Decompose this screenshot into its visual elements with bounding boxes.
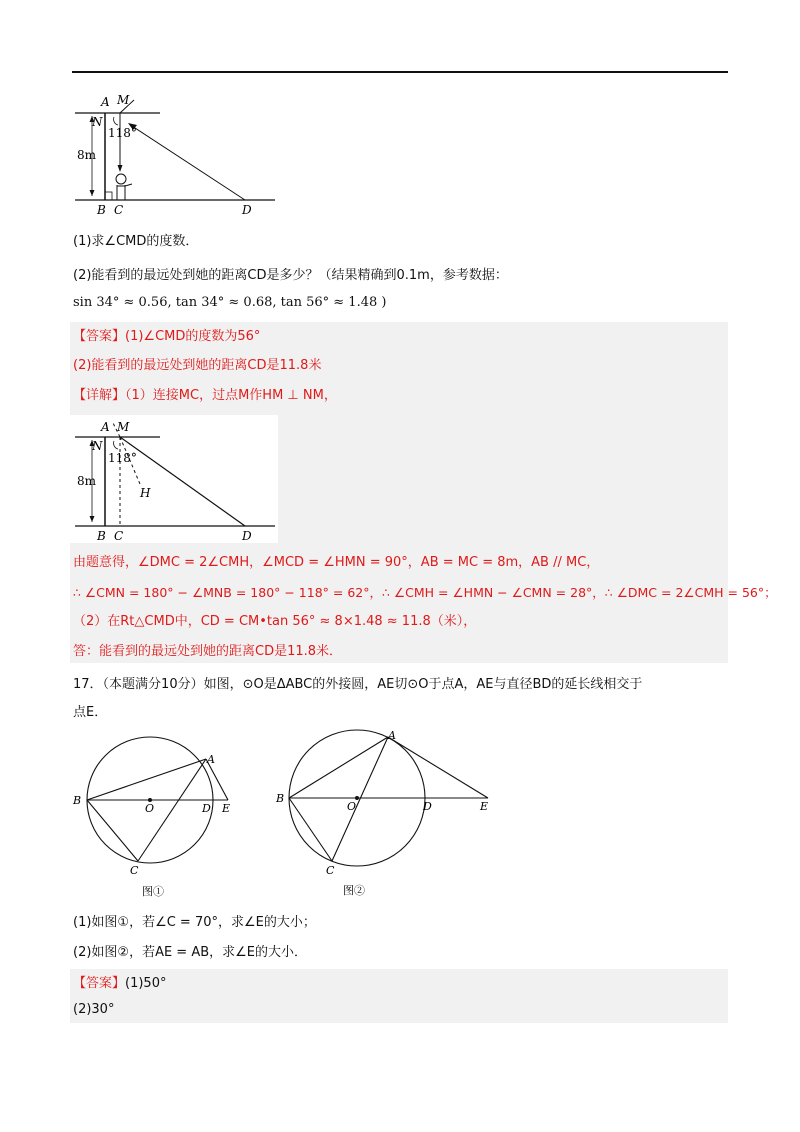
detail-1: （1）连接MC，过点M作HM ⊥ NM， [125,388,337,403]
label-O: O [145,802,155,815]
label-D: D [242,203,252,217]
solution-step-2: ∴ ∠CMN = 180° − ∠MNB = 180° − 118° = 62°，∴ ∠CMH = ∠HMN − ∠CMN = 28°，∴ ∠DMC = 2∠CMH = 56°； [73,585,777,600]
label-D: D [202,802,211,815]
label-A: A [388,729,396,742]
label-B: B [73,794,82,807]
label-angle: 118° [108,451,137,465]
label-B: B [97,529,106,543]
label-H: H [140,486,151,500]
label-N: N [92,439,103,453]
label-A: A [101,420,110,434]
detail-tag: 【详解】 [73,388,126,403]
label-C: C [326,864,335,877]
label-N: N [92,115,103,129]
label-M: M [117,93,130,107]
solution-step-3: （2）在Rt△CMD中，CD = CM•tan 56° ≈ 8×1.48 ≈ 11.8（米）， [73,614,477,629]
circle-figure-2 [270,728,500,900]
label-C: C [130,864,139,877]
header-rule [72,71,728,73]
answer-1: (1)∠CMD的度数为56° [125,329,261,344]
label-C: C [114,203,124,217]
label-height: 8m [77,148,97,162]
label-B: B [276,792,285,805]
answer-17-1: (1)50° [125,976,167,991]
question-1: (1)求∠CMD的度数． [73,234,199,249]
answer-panel-17 [70,969,728,1023]
label-B: B [97,203,106,217]
lighthouse-figure-2 [70,416,280,544]
detail-line-1 [73,387,337,405]
answer-tag: 【答案】 [73,329,126,344]
label-A: A [101,95,110,109]
solution-step-4: 答：能看到的最远处到她的距离CD是11.8米． [73,644,343,659]
question-17-part-1: (1)如图①，若∠C = 70°，求∠E的大小； [73,915,316,930]
answer-2: (2)能看到的最远处到她的距离CD是11.8米 [73,358,322,373]
reference-data: sin 34° ≈ 0.56, tan 34° ≈ 0.68, tan 56° ≈ 1.48 ) [73,295,387,310]
solution-step-1: 由题意得，∠DMC = 2∠CMH，∠MCD = ∠HMN = 90°，AB = MC = 8m，AB // MC， [73,555,600,570]
label-E: E [480,800,489,813]
question-17-line-1: 17．（本题满分10分）如图，⊙O是ΔABC的外接圆，AE切⊙O于点A，AE与直径BD的延长线相交于 [73,677,643,692]
answer-line-1 [73,328,260,346]
answer-17-2: (2)30° [73,1002,115,1017]
circle-figure-1 [70,732,250,902]
label-D: D [423,800,432,813]
answer-17-line-1 [73,975,166,993]
lighthouse-figure-1 [70,92,280,220]
label-D: D [242,529,252,543]
answer-tag-17: 【答案】 [73,976,126,991]
figure-caption-1: 图① [142,885,164,898]
label-A: A [207,753,215,766]
label-C: C [114,529,124,543]
question-17-line-2: 点E． [73,705,108,720]
question-17-part-2: (2)如图②，若AE = AB，求∠E的大小． [73,945,308,960]
figure-caption-2: 图② [343,884,365,897]
label-O: O [347,800,357,813]
label-angle: 118° [108,126,137,140]
label-E: E [222,802,231,815]
label-height: 8m [77,474,97,488]
question-2: (2)能看到的最远处到她的距离CD是多少？（结果精确到0.1m，参考数据： [73,268,508,283]
label-M: M [117,420,130,434]
